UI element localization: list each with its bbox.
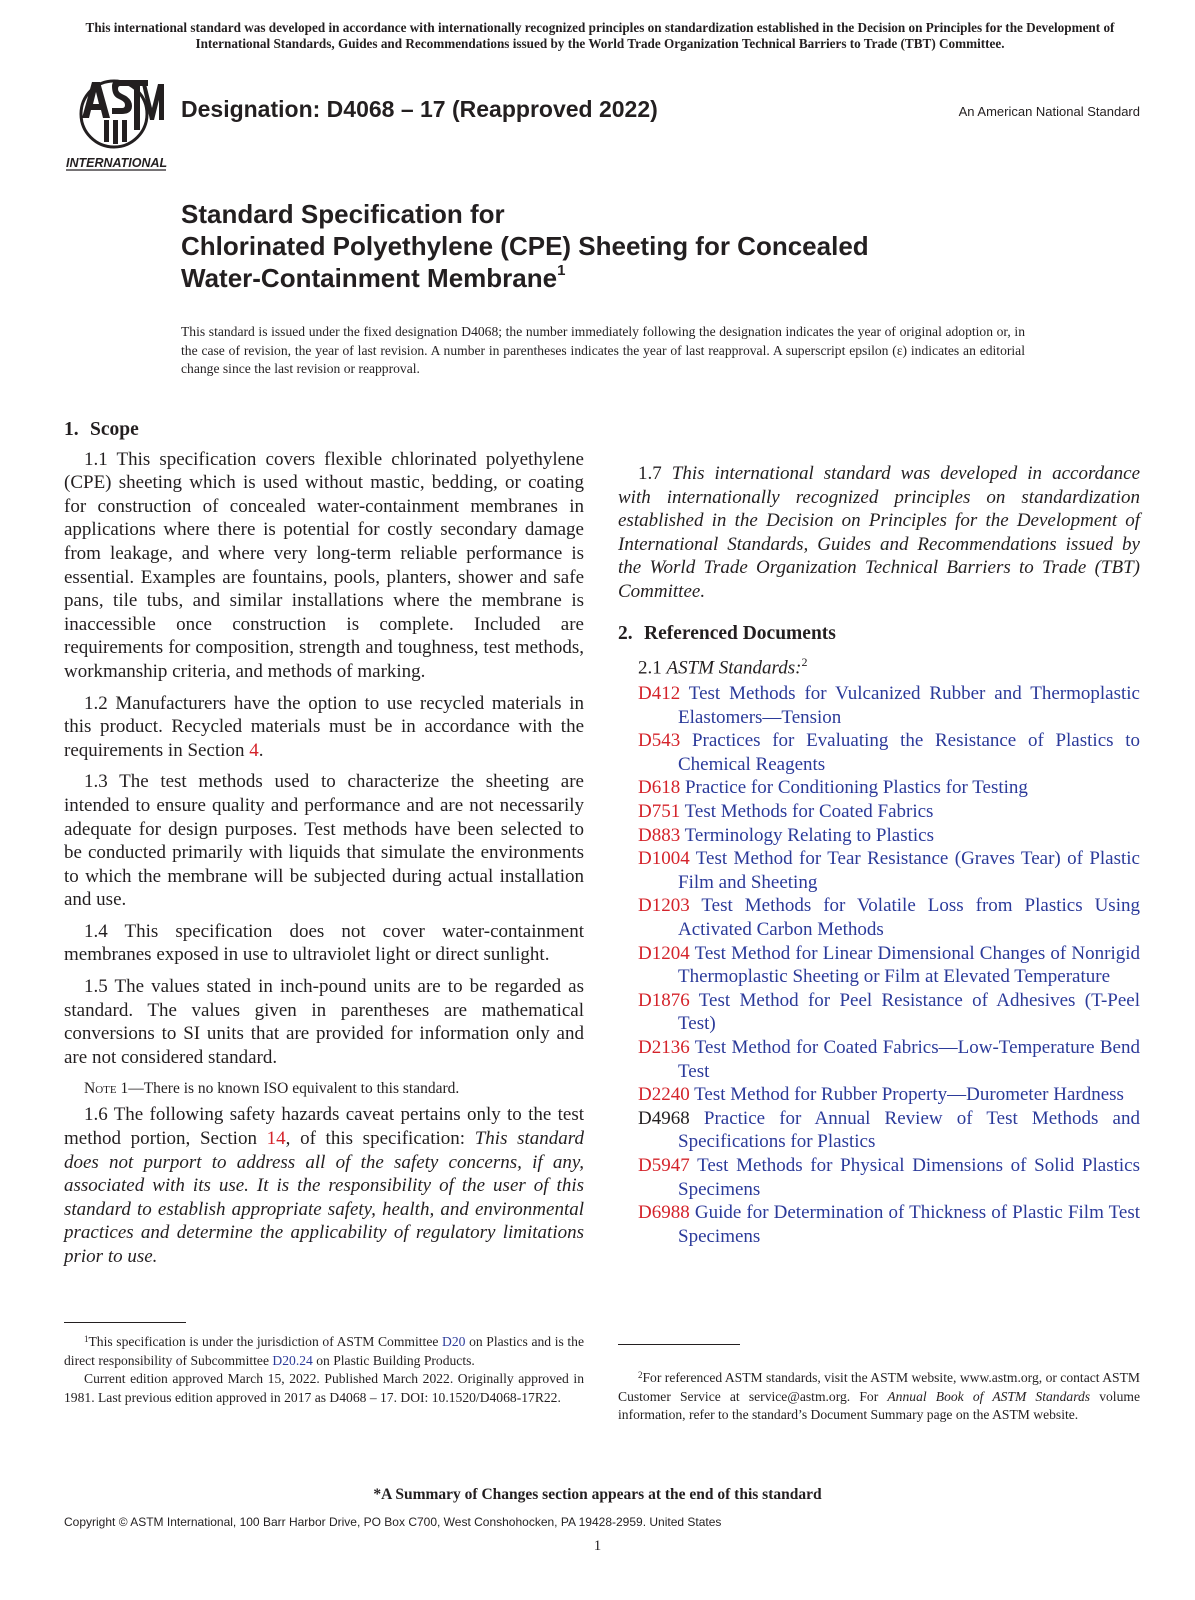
reference-code-link[interactable]: D412 (638, 683, 681, 705)
reference-code-link[interactable]: D618 (638, 777, 681, 799)
reference-title-link[interactable]: Test Methods for Physical Dimensions of Solid Plastics Specimens (678, 1154, 1140, 1200)
paragraph-1-1: 1.1 This specification covers flexible chlorinated polyethylene (CPE) sheeting which is used without mastic, bedding, or coating for construction of concealed water-containment membranes in applications where there is potential for costly secondary damage from leakage, and where very long-term reliable performance is essential. Examples are fountains, pools, planters, shower and safe pans, tile tubs, and similar installations where the membrane is inaccessible once construction is complete. Included are requirements for composition, strength and toughness, test methods, workmanship criteria, and methods of marking. (64, 448, 584, 682)
footnote-1: $^1$This specification is under the jurisdiction of ASTM Committee D20 on Plastics and is the direct responsibility of Subcommittee D20.24 on Plastic Building Products. Current edition approved March 15, 2022. Published March 2022. Originally approved in 1981. Last previous edition approved in 2017 as D4068 – 17. DOI: 10.1520/D4068-17R22. (64, 1334, 585, 1405)
reference-title-link[interactable]: Test Methods for Volatile Loss from Plastics Using Activated Carbon Methods (678, 895, 1140, 941)
paragraph-1-3: 1.3 The test methods used to characterize the sheeting are intended to ensure quality and performance and are not necessarily adequate for design purposes. Test methods have been selected to be conducted primarily with liquids that simulate the environments to which the membrane will be subjected during actual installation and use. (64, 771, 584, 911)
reference-item (638, 1154, 1140, 1201)
reference-code-link[interactable]: D4968 (638, 1107, 690, 1129)
title-line-1: Standard Specification for (181, 199, 505, 229)
section-1-heading: 1. Scope (64, 419, 139, 440)
title-line-2: Chlorinated Polyethylene (CPE) Sheeting for Concealed (181, 231, 869, 261)
note-1: Note 1—There is no known ISO equivalent to this standard. (84, 1080, 460, 1098)
section-4-link[interactable]: 4 (249, 739, 259, 761)
reference-title-link[interactable]: Test Method for Peel Resistance of Adhesives (T-Peel Test) (678, 989, 1140, 1035)
title-line-3: Water-Containment Membrane$^1$ (181, 262, 566, 293)
svg-text:INTERNATIONAL: INTERNATIONAL (66, 156, 168, 170)
reference-item (638, 1107, 1140, 1154)
reference-item (638, 800, 1140, 824)
right-column (618, 418, 1140, 1248)
paragraph-1-7: 1.7 This international standard was developed in accordance with internationally recognized principles on standardization established in the Decision on Principles for the Development of International Standards, Guides and Recommendations issued by the World Trade Organization Technical Barriers to Trade (TBT) Committee. (618, 463, 1141, 602)
reference-code-link[interactable]: D5947 (638, 1154, 690, 1176)
footnote-divider-left (64, 1322, 186, 1323)
reference-title-link[interactable]: Practice for Conditioning Plastics for Testing (684, 777, 1028, 799)
paragraph-1-6: 1.6 The following safety hazards caveat pertains only to the test method portion, Section 14, of this specification: This standard does not purport to address all of the safety concerns, if any, associated with its use. It is the responsibility of the user of this standard to establish appropriate safety, health, and environmental practices and determine the applicability of regulatory limitations prior to use. (64, 1104, 584, 1267)
reference-code-link[interactable]: D1203 (638, 895, 690, 917)
reference-title-link[interactable]: Test Method for Rubber Property—Durometer Hardness (694, 1084, 1124, 1106)
reference-code-link[interactable]: D6988 (638, 1202, 690, 1224)
reference-item (638, 824, 1140, 848)
reference-code-link[interactable]: D1876 (638, 989, 690, 1011)
reference-item (638, 894, 1140, 941)
reference-item (638, 729, 1140, 776)
reference-item (638, 776, 1140, 800)
footnote-2: $^2$For referenced ASTM standards, visit the ASTM website, www.astm.org, or contact ASTM Customer Service at service@astm.org. For Annual Book of ASTM Standards volume information, refer to the standard’s Document Summary page on the ASTM website. (618, 1370, 1140, 1422)
summary-of-changes-note: *A Summary of Changes section appears at the end of this standard (373, 1486, 822, 1503)
reference-title-link[interactable]: Test Method for Tear Resistance (Graves Tear) of Plastic Film and Sheeting (678, 848, 1140, 893)
reference-title-link[interactable]: Test Methods for Vulcanized Rubber and Thermoplastic Elastomers—Tension (678, 683, 1140, 728)
reference-code-link[interactable]: D883 (638, 824, 681, 846)
reference-title-link[interactable]: Test Methods for Coated Fabrics (684, 801, 934, 823)
issuance-note: This standard is issued under the fixed designation D4068; the number immediately following the designation indicates the year of original adoption or, in the case of revision, the year of last revision. A number in parentheses indicates the year of last reapproval. A superscript epsilon (ε) indicates an editorial change since the last revision or reapproval. (181, 324, 1025, 376)
top-notice: This international standard was developed in accordance with internationally recognized principles on standardization established in the Decision on Principles for the Development of International Standards, Guides and Recommendations issued by the World Trade Organization Technical Barriers to Trade (TBT) Committee. (85, 20, 1115, 51)
reference-code-link[interactable]: D2136 (638, 1036, 690, 1058)
astm-standards-label: 2.1 ASTM Standards:$^2$ (638, 655, 808, 679)
referenced-standards-list (618, 682, 1140, 1248)
paragraph-1-5: 1.5 The values stated in inch-pound units are to be regarded as standard. The values given in parentheses are mathematical conversions to SI units that are provided for information only and are not considered standard. (64, 976, 584, 1068)
footnote-divider-right (618, 1344, 740, 1345)
left-column (64, 418, 584, 1269)
reference-code-link[interactable]: D2240 (638, 1084, 690, 1106)
reference-item (638, 1083, 1140, 1107)
reference-title-link[interactable]: Test Method for Coated Fabrics—Low-Temperature Bend Test (678, 1036, 1140, 1082)
designation: Designation: D4068 – 17 (Reapproved 2022) (181, 96, 658, 122)
astm-logo-icon (60, 74, 172, 172)
reference-code-link[interactable]: D1004 (638, 848, 690, 870)
reference-code-link[interactable]: D543 (638, 730, 681, 752)
reference-item (638, 942, 1140, 989)
paragraph-1-4: 1.4 This specification does not cover water-containment membranes exposed in use to ultraviolet light or direct sunlight. (64, 920, 584, 966)
reference-title-link[interactable]: Terminology Relating to Plastics (684, 824, 934, 846)
reference-item (638, 847, 1140, 894)
section-2-heading: 2. Referenced Documents (618, 622, 836, 644)
paragraph-1-2: 1.2 Manufacturers have the option to use recycled materials in this product. Recycled materials must be in accordance with the requirements in Section 4. (64, 692, 584, 761)
title-footnote-mark: 1 (557, 262, 566, 279)
page-number: 1 (593, 1538, 602, 1554)
section-14-link[interactable]: 14 (266, 1128, 286, 1150)
reference-title-link[interactable]: Practices for Evaluating the Resistance of Plastics to Chemical Reagents (678, 730, 1140, 775)
document-title (181, 198, 1141, 294)
reference-item (638, 1036, 1140, 1083)
reference-title-link[interactable]: Guide for Determination of Thickness of Plastic Film Test Specimens (678, 1202, 1140, 1247)
american-national-standard-label: An American National Standard (958, 104, 1140, 119)
reference-title-link[interactable]: Practice for Annual Review of Test Methods and Specifications for Plastics (678, 1107, 1140, 1153)
reference-code-link[interactable]: D1204 (638, 942, 690, 964)
copyright-line: Copyright © ASTM International, 100 Barr Harbor Drive, PO Box C700, West Conshohocken, PA 19428-2959. United States (64, 1515, 722, 1529)
reference-item (638, 989, 1140, 1036)
reference-title-link[interactable]: Test Method for Linear Dimensional Changes of Nonrigid Thermoplastic Sheeting or Film at Elevated Temperature (678, 942, 1140, 988)
subcommittee-d20-24-link[interactable]: D20.24 (272, 1352, 313, 1368)
reference-item (638, 1201, 1140, 1248)
committee-d20-link[interactable]: D20 (442, 1334, 466, 1349)
reference-item (638, 682, 1140, 729)
reference-code-link[interactable]: D751 (638, 801, 681, 823)
